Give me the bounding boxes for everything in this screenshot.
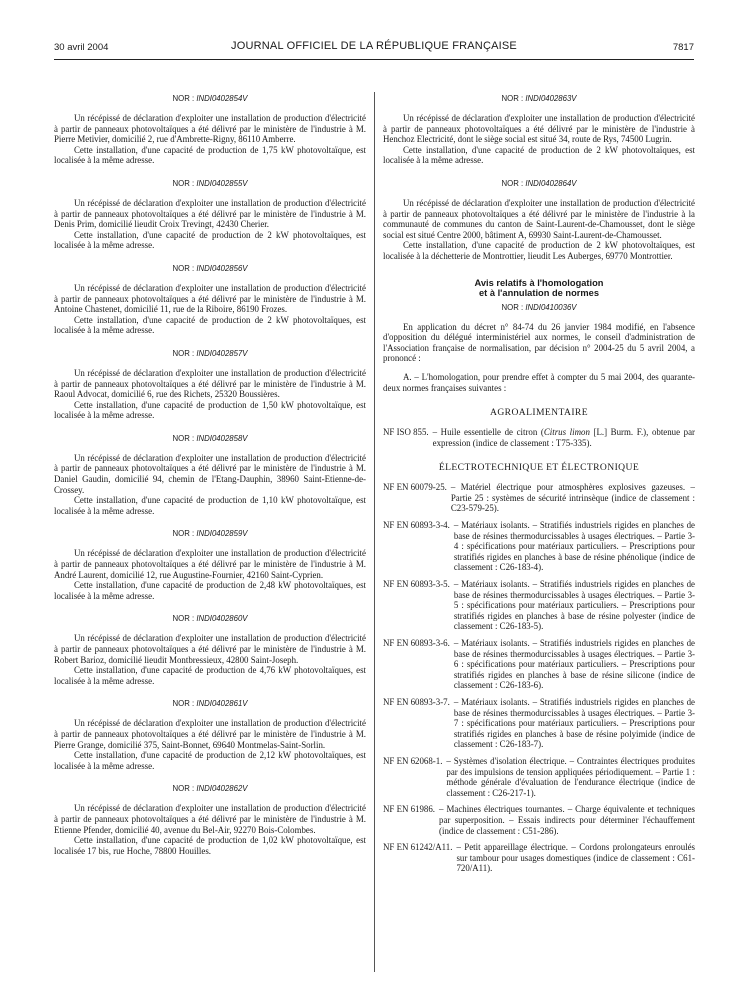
intro-paragraph: En application du décret n° 84-74 du 26 janvier 1984 modifié, en l'absence d'opposition du délégué interministériel aux normes, le conseil d'administration de l'Association française de normalisation, par décision n° 2004-25 du 5 avril 2004, a prononcé : [383,321,695,364]
column-divider [374,92,375,972]
standard-code: NF EN 62068-1. [383,755,443,766]
page-number: 7817 [672,42,694,53]
notice-paragraph: Un récépissé de déclaration d'exploiter une installation de production d'électricité à partir de panneaux photovoltaïques a été délivré par le ministère de l'industrie à M. Etienne Pfender, domicilié 40, avenue du Bel-Air, 92270 Bois-Colombes. [54,803,366,835]
notice-paragraph: Un récépissé de déclaration d'exploiter une installation de production d'électricité à partir de panneaux photovoltaïques a été délivré par le ministère de l'industrie à la communauté de communes du canton de Saint-Laurent-de-Chamousset, dont le siège social est situé Centre 2000, bâtiment A, 69930 Saint-Laurent-de-Chamousset. [383,197,695,240]
notice-paragraph: Un récépissé de déclaration d'exploiter une installation de production d'électricité à partir de panneaux photovoltaïques a été délivré par le ministère de l'industrie à M. Robert Barioz, domicilié lieudit Montbressieux, 42800 Saint-Joseph. [54,633,366,665]
notice-paragraph: Cette installation, d'une capacité de production de 1,50 kW photovoltaïque, est localisée à la même adresse. [54,399,366,421]
standard-description: – Matériaux isolants. – Stratifiés industriels rigides en planches de base de résines thermodurcissables à usages électriques. – Partie 3-5 : spécifications pour matériaux particuliers. – Prescriptions pour stratifiés rigides en planches à base de résine polyester (indice de classement : C26-183-5). [453,579,695,632]
nor-code: INDI0402861V [196,699,248,709]
standard-code: NF EN 60893-3-6. [383,638,450,648]
standards-section [383,278,695,874]
notice [54,528,366,601]
standard-entry [383,520,695,573]
notice-paragraph: Un récépissé de déclaration d'exploiter une installation de production d'électricité à partir de panneaux photovoltaïques a été délivré par le ministère de l'industrie à M. André Laurent, domicilié 12, rue Augustine-Fournier, 42160 Saint-Cyprien. [54,548,366,580]
standard-code: NF EN 61242/A11. [383,842,453,853]
notice-paragraph: Cette installation, d'une capacité de production de 2 kW photovoltaïques, est localisée à la même adresse. [54,229,366,251]
standard-code: NF EN 60079-25. [383,482,447,493]
standard-description: – Matériaux isolants. – Stratifiés industriels rigides en planches de base de résines thermodurcissables à usages électriques. – Partie 3-4 : spécifications pour matériaux particuliers. – Prescriptions pour stratifiés rigides en planches à base de résine phénolique (indice de classement : C26-183-4). [453,520,695,573]
standard-code: NF EN 61986. [383,804,436,815]
header-rule [54,59,694,60]
notice-paragraph: Un récépissé de déclaration d'exploiter une installation de production d'électricité à partir de panneaux photovoltaïques a été délivré par le ministère de l'industrie à Henchoz Electricité, dont le siège social est situé 34, route de Rys, 74500 Lugrin. [383,113,695,145]
nor-line: NOR : INDI0402859V [172,529,248,539]
standard-description: – Matériaux isolants. – Stratifiés industriels rigides en planches de base de résines thermodurcissables à usages électriques. – Partie 3-6 : spécifications pour matériaux particuliers. – Prescriptions pour stratifiés rigides en planches à base de résine silicone (indice de classement : C26-183-6). [453,638,695,691]
notice-paragraph: Un récépissé de déclaration d'exploiter une installation de production d'électricité à partir de panneaux photovoltaïques a été délivré par le ministère de l'industrie à M. Denis Prim, domicilié lieudit Croix Trevingt, 42430 Cherier. [54,197,366,230]
standard-entry [383,427,695,448]
notice-paragraph: Cette installation, d'une capacité de production de 1,02 kW photovoltaïque, est localisée 17 bis, rue Hoche, 78800 Houilles. [54,835,366,856]
category-heading: AGROALIMENTAIRE [490,407,588,419]
notice [54,178,366,251]
nor-line: NOR : INDI0402860V [172,614,248,624]
nor-line: NOR : INDI0402857V [172,348,248,358]
nor-line: NOR : INDI0402864V [501,178,577,188]
nor-line: NOR : INDI0402854V [172,94,248,103]
nor-code: INDI0402864V [525,178,577,188]
notice [383,93,695,166]
nor-code: INDI0402854V [196,94,248,103]
nor-code: INDI0402856V [196,263,248,273]
notice [54,433,366,517]
notice [383,178,695,262]
notice [54,613,366,686]
nor-line: NOR : INDI0402863V [501,94,577,103]
notice [54,348,366,421]
nor-code: INDI0402862V [196,784,248,794]
nor-line: NOR : INDI0402855V [172,178,248,188]
page-header [54,40,694,56]
notice-paragraph: Un récépissé de déclaration d'exploiter une installation de production d'électricité à partir de panneaux photovoltaïques a été délivré par le ministère de l'industrie à M. Pierre Grange, domicilié 375, Saint-Bonnet, 69640 Montmelas-Saint-Sorlin. [54,718,366,750]
nor-code: INDI0402857V [196,348,248,358]
nor-code: INDI0402855V [196,178,248,188]
standard-code: NF ISO 855. [383,427,429,438]
standard-entry [383,697,695,750]
notice [54,93,366,166]
nor-code: INDI0410036V [525,302,577,312]
standard-description: – Matériaux isolants. – Stratifiés industriels rigides en planches de base de résines thermodurcissables à usages électriques. – Partie 3-7 : spécifications pour matériaux particuliers. – Prescriptions pour stratifiés rigides en planches à base de résine polyimide (indice de classement : C26-183-7). [453,696,695,750]
nor-line: NOR : INDI0402856V [172,263,248,273]
notice [54,263,366,336]
section-title: Avis relatifs à l'homologation et à l'annulation de normes [474,277,604,299]
standard-entry [383,842,695,874]
notice-paragraph: Un récépissé de déclaration d'exploiter une installation de production d'électricité à partir de panneaux photovoltaïques a été délivré par le ministère de l'industrie à M. Antoine Chastenet, domicilié 11, rue de la Riboire, 86190 Frozes. [54,282,366,315]
notice-paragraph: Cette installation, d'une capacité de production de 2 kW photovoltaïques, est localisée à la même adresse. [383,144,695,166]
notice-paragraph: Cette installation, d'une capacité de production de 2 kW photovoltaïques, est localisée à la déchetterie de Montrottier, lieudit Les Auberges, 69770 Montrottier. [383,240,695,261]
notice-paragraph: Cette installation, d'une capacité de production de 2,48 kW photovoltaïques, est localisée à la même adresse. [54,580,366,601]
notice-paragraph: Un récépissé de déclaration d'exploiter une installation de production d'électricité à partir de panneaux photovoltaïques a été délivré par le ministère de l'industrie à M. Raoul Advocat, domicilié 6, rue des Richets, 25320 Boussières. [54,367,366,400]
nor-line: NOR : INDI0402858V [172,433,248,443]
standard-entry [383,482,695,514]
notice-paragraph: Cette installation, d'une capacité de production de 2,12 kW photovoltaïques, est localisée à la même adresse. [54,750,366,771]
standard-description: – Matériel électrique pour atmosphères explosives gazeuses. – Partie 25 : systèmes de sécurité intrinsèque (indice de classement : C23-579-25). [450,482,695,514]
notice-paragraph: Cette installation, d'une capacité de production de 4,76 kW photovoltaïques, est localisée à la même adresse. [54,665,366,686]
standard-code: NF EN 60893-3-4. [383,520,450,531]
standard-description: – Petit appareillage électrique. – Cordons prolongateurs enroulés sur tambour pour usages domestiques (indice de classement : C61-720/A11). [456,842,695,874]
nor-code: INDI0402858V [196,433,248,443]
standard-entry [383,756,695,798]
nor-line: NOR : INDI0402861V [172,699,248,709]
nor-line: NOR : INDI0402862V [172,784,248,794]
standard-description: – Machines électriques tournantes. – Charge équivalente et techniques par superposition. – Essais indirects pour déterminer l'échauffement (indice de classement : C51-286). [439,804,695,836]
standard-entry [383,638,695,691]
standard-entry [383,804,695,836]
standard-description: – Systèmes d'isolation électrique. – Contraintes électriques produites par des impulsions de tension appliquées périodiquement. – Partie 1 : méthode générale d'évaluation de l'endurance électrique (indice de classement : C26-217-1). [446,755,695,798]
nor-code: INDI0402859V [196,529,248,539]
nor-code: INDI0402860V [196,614,248,624]
intro-paragraph: A. – L'homologation, pour prendre effet à compter du 5 mai 2004, des quarante-deux normes françaises suivantes : [383,371,695,393]
standard-entry [383,579,695,632]
nor-code: INDI0402863V [525,94,577,103]
standard-code: NF EN 60893-3-5. [383,579,450,590]
notice [54,698,366,771]
notice [54,783,366,856]
notice-paragraph: Un récépissé de déclaration d'exploiter une installation de production d'électricité à partir de panneaux photovoltaïques a été délivré par le ministère de l'industrie à M. Daniel Gaudin, domicilié 94, chemin de l'Etang-Dauphin, 38960 Saint-Etienne-de-Crossey. [54,452,366,495]
right-column [383,93,695,880]
notice-paragraph: Cette installation, d'une capacité de production de 1,10 kW photovoltaïque, est localisée à la même adresse. [54,495,366,516]
standard-code: NF EN 60893-3-7. [383,696,450,707]
left-column [54,93,366,868]
notice-paragraph: Cette installation, d'une capacité de production de 1,75 kW photovoltaïque, est localisée à la même adresse. [54,144,366,166]
journal-title: JOURNAL OFFICIEL DE LA RÉPUBLIQUE FRANÇAISE [231,40,517,52]
standard-description: – Huile essentielle de citron (Citrus limon [L.] Burm. F.), obtenue par expression (indice de classement : T75-335). [432,427,695,448]
nor-line: NOR : INDI0410036V [501,302,577,312]
issue-date: 30 avril 2004 [54,42,109,53]
notice-paragraph: Cette installation, d'une capacité de production de 2 kW photovoltaïques, est localisée à la même adresse. [54,314,366,336]
section-intro [383,322,695,394]
category-heading: ÉLECTROTECHNIQUE ET ÉLECTRONIQUE [438,462,640,474]
notice-paragraph: Un récépissé de déclaration d'exploiter une installation de production d'électricité à partir de panneaux photovoltaïques a été délivré par le ministère de l'industrie à M. Pierre Metivier, domicilié 2, rue d'Ambrette-Rigny, 86110 Amberre. [54,113,366,145]
